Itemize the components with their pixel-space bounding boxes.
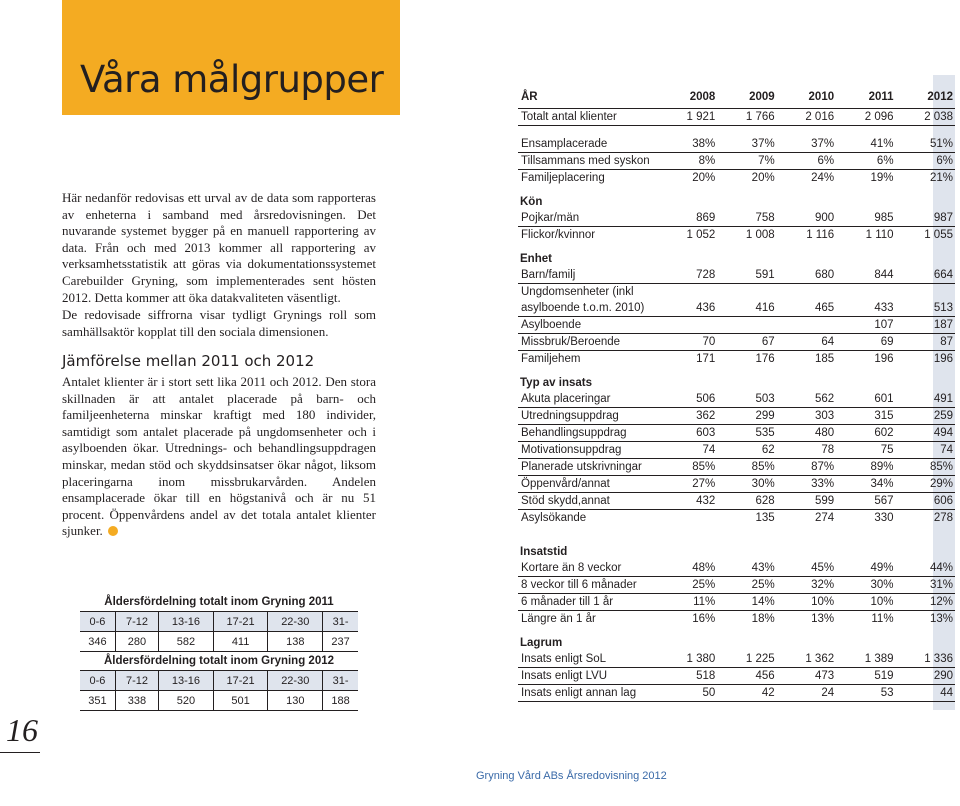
- cell-value: 37%: [717, 136, 776, 153]
- insatstid-row: [518, 560, 955, 577]
- cell-value: 6%: [836, 153, 895, 170]
- cell-value: 518: [658, 668, 717, 685]
- cell-value: 48%: [658, 560, 717, 577]
- row-label: 8 veckor till 6 månader: [518, 577, 658, 594]
- cell-value: 513: [896, 300, 955, 317]
- cell-value: 2011: [836, 86, 895, 109]
- section-title: Lagrum: [520, 637, 563, 649]
- cell-value: 456: [717, 668, 776, 685]
- cell-value: 1 362: [777, 651, 836, 668]
- cell-value: 30%: [717, 476, 776, 493]
- cell-value: 362: [658, 408, 717, 425]
- cell-value: 2 016: [777, 109, 836, 126]
- cell-value: 567: [836, 493, 895, 510]
- age-2012-caption: Åldersfördelning totalt inom Gryning 2012: [103, 655, 335, 667]
- cell-value: 1 766: [717, 109, 776, 126]
- row-label: Tillsammans med syskon: [518, 153, 658, 170]
- cell-value: 1 008: [745, 229, 775, 241]
- cell-value: 11%: [871, 613, 894, 625]
- end-dot-icon: [108, 526, 118, 536]
- total-row: [518, 109, 955, 126]
- cell-value: 315: [836, 408, 895, 425]
- cell-value: 2008: [658, 86, 717, 109]
- cell-value: 85%: [717, 459, 776, 476]
- row-label: Insats enligt annan lag: [518, 685, 658, 702]
- age-group: 7-12: [115, 612, 158, 632]
- row-label: Kortare än 8 veckor: [518, 560, 658, 577]
- section-title-row: [518, 536, 955, 560]
- age-value: 138: [268, 632, 323, 652]
- cell-value: 1 116: [806, 229, 835, 241]
- cell-value: 844: [836, 267, 895, 284]
- row-label: Asylboende: [518, 317, 658, 334]
- insats-row: [518, 408, 955, 425]
- cell-value: 19%: [870, 172, 894, 184]
- cell-value: 680: [777, 267, 836, 284]
- insatstid-row: [518, 594, 955, 611]
- insats-row: [518, 459, 955, 476]
- cell-value: 27%: [658, 476, 717, 493]
- cell-value: 274: [814, 512, 835, 524]
- cell-value: 6%: [777, 153, 836, 170]
- cell-value: 37%: [777, 136, 836, 153]
- cell-value: 25%: [717, 577, 776, 594]
- cell-value: 503: [717, 391, 776, 408]
- cell-value: 20%: [751, 172, 775, 184]
- comparison-paragraph: Antalet klienter är i stort sett lika 2011 och 2012. Den stora skillnaden är att antalet placerade på barn- och familjeenheterna minskar kraftigt med 180 individer, samtidigt som antalet placerade på ungdomsenheter och i asylboenden ökar. Utrednings- och behandlingsuppdragen minskar, medan stöd och skyddsinsatser ökar något, liksom placeringarna inom missbrukarvården. Andelen ensamplacerade ökar till en högstanivå och är nu 51 procent. Öppenvårdens andel av det totala antalet klienter sjunker.: [62, 374, 376, 539]
- insats-row: [518, 510, 955, 527]
- cell-value: 494: [896, 425, 955, 442]
- cell-value: 13%: [929, 613, 953, 625]
- cell-value: 2010: [777, 86, 836, 109]
- row-label: Familjeplacering: [521, 172, 605, 184]
- cell-value: 18%: [751, 613, 775, 625]
- cell-value: 433: [836, 300, 895, 317]
- cell-value: 758: [717, 210, 776, 227]
- row-label: ÅR: [518, 86, 658, 109]
- cell-value: 64: [777, 334, 836, 351]
- cell-value: 900: [777, 210, 836, 227]
- row-label: Ungdomsenheter (inkl: [521, 286, 634, 298]
- insats-row: [518, 442, 955, 459]
- cell-value: 42: [717, 685, 776, 702]
- cell-value: 1 389: [836, 651, 895, 668]
- cell-value: 24: [777, 685, 836, 702]
- cell-value: 38%: [658, 136, 717, 153]
- section-title: Insatstid: [520, 546, 568, 558]
- cell-value: 416: [717, 300, 776, 317]
- row-label: Längre än 1 år: [521, 613, 596, 625]
- age-group: 22-30: [268, 612, 323, 632]
- statistics-table: [518, 86, 955, 702]
- cell-value: 1 336: [896, 651, 955, 668]
- age-group: 13-16: [159, 612, 214, 632]
- cell-value: 30%: [836, 577, 895, 594]
- cell-value: 436: [658, 300, 717, 317]
- cell-value: 480: [777, 425, 836, 442]
- cell-value: 491: [896, 391, 955, 408]
- cell-value: 171: [696, 353, 716, 365]
- cell-value: 12%: [896, 594, 955, 611]
- intro-text: [62, 190, 376, 340]
- cell-value: 85%: [896, 459, 955, 476]
- cell-value: 519: [836, 668, 895, 685]
- cell-value: 2 096: [836, 109, 895, 126]
- age-group: 31-: [323, 671, 358, 691]
- age-2011-caption: Åldersfördelning totalt inom Gryning 2011: [104, 596, 334, 608]
- cell-value: [658, 510, 717, 527]
- cell-value: 31%: [896, 577, 955, 594]
- cell-value: 330: [874, 512, 894, 524]
- cell-value: 187: [896, 317, 955, 334]
- page-number: 16: [6, 712, 38, 748]
- placement-row: [518, 136, 955, 153]
- age-2011-table: [80, 611, 358, 652]
- cell-value: 44%: [896, 560, 955, 577]
- age-value: 411: [213, 632, 268, 652]
- section-title-row: [518, 186, 955, 210]
- cell-value: 432: [658, 493, 717, 510]
- cell-value: 20%: [692, 172, 716, 184]
- header-row: [518, 86, 955, 109]
- page-title: Våra målgrupper: [80, 58, 384, 101]
- cell-value: 43%: [717, 560, 776, 577]
- cell-value: 562: [777, 391, 836, 408]
- row-label: 6 månader till 1 år: [518, 594, 658, 611]
- row-label: Ensamplacerade: [518, 136, 658, 153]
- cell-value: 135: [755, 512, 775, 524]
- age-value: 338: [115, 691, 158, 711]
- cell-value: 465: [777, 300, 836, 317]
- kon-row: [518, 227, 955, 244]
- age-value: 520: [159, 691, 214, 711]
- comparison-text: [62, 374, 376, 540]
- cell-value: 50: [658, 685, 717, 702]
- age-2012-table: [80, 670, 358, 711]
- cell-value: 69: [836, 334, 895, 351]
- cell-value: 728: [658, 267, 717, 284]
- kon-row: [518, 210, 955, 227]
- cell-value: 14%: [717, 594, 776, 611]
- cell-value: 1 110: [865, 229, 894, 241]
- cell-value: 29%: [896, 476, 955, 493]
- age-group: 0-6: [80, 671, 115, 691]
- insats-row: [518, 493, 955, 510]
- cell-value: 24%: [811, 172, 835, 184]
- age-value: 346: [80, 632, 115, 652]
- cell-value: 7%: [717, 153, 776, 170]
- cell-value: 44: [896, 685, 955, 702]
- cell-value: 185: [814, 353, 835, 365]
- cell-value: 89%: [836, 459, 895, 476]
- cell-value: 535: [717, 425, 776, 442]
- cell-value: 78: [777, 442, 836, 459]
- cell-value: 176: [755, 353, 775, 365]
- cell-value: 25%: [658, 577, 717, 594]
- row-label: Totalt antal klienter: [518, 109, 658, 126]
- row-label: Akuta placeringar: [518, 391, 658, 408]
- lagrum-row: [518, 668, 955, 685]
- insats-row: [518, 391, 955, 408]
- row-label: Insats enligt LVU: [518, 668, 658, 685]
- age-value: 351: [80, 691, 115, 711]
- age-value: 582: [159, 632, 214, 652]
- age-value: 237: [323, 632, 358, 652]
- cell-value: 606: [896, 493, 955, 510]
- cell-value: 603: [658, 425, 717, 442]
- intro-paragraph-1: Här nedanför redovisas ett urval av de data som rapporteras av enheterna i samband med årsredovisningen. Det nuvarande systemet bygger på en manuell rapportering av data. Från och med 2013 kommer all rapportering av verksamhetsstatistik att göras via dokumentationssystemet Carebuilder Gryning, som implementerades sent hösten 2012. Detta kommer att öka datakvaliteten väsentligt.: [62, 190, 376, 305]
- cell-value: 2009: [717, 86, 776, 109]
- cell-value: 21%: [929, 172, 953, 184]
- age-group: 17-21: [213, 671, 268, 691]
- cell-value: 53: [836, 685, 895, 702]
- section-title: Kön: [520, 196, 543, 208]
- section-title: Typ av insats: [520, 377, 593, 389]
- section-heading: Jämförelse mellan 2011 och 2012: [62, 352, 315, 370]
- cell-value: 664: [896, 267, 955, 284]
- row-label: Flickor/kvinnor: [521, 229, 596, 241]
- cell-value: 51%: [896, 136, 955, 153]
- age-value: 130: [268, 691, 323, 711]
- cell-value: 34%: [836, 476, 895, 493]
- row-label: Planerade utskrivningar: [518, 459, 658, 476]
- cell-value: 8%: [658, 153, 717, 170]
- row-label: Insats enligt SoL: [518, 651, 658, 668]
- insats-row: [518, 425, 955, 442]
- footer-text: Gryning Vård ABs Årsredovisning 2012: [476, 770, 667, 782]
- cell-value: 869: [658, 210, 717, 227]
- cell-value: 6%: [896, 153, 955, 170]
- cell-value: 70: [658, 334, 717, 351]
- enhet-row: [518, 284, 955, 301]
- cell-value: 67: [717, 334, 776, 351]
- cell-value: 602: [836, 425, 895, 442]
- cell-value: 85%: [658, 459, 717, 476]
- age-group: 7-12: [115, 671, 158, 691]
- cell-value: 87: [896, 334, 955, 351]
- age-group: 22-30: [268, 671, 323, 691]
- cell-value: 196: [933, 353, 953, 365]
- cell-value: 2012: [896, 86, 955, 109]
- cell-value: 987: [896, 210, 955, 227]
- cell-value: 591: [717, 267, 776, 284]
- row-label: Asylsökande: [521, 512, 587, 524]
- row-label: Utredningsuppdrag: [518, 408, 658, 425]
- cell-value: 473: [777, 668, 836, 685]
- cell-value: 1 380: [658, 651, 717, 668]
- cell-value: 41%: [836, 136, 895, 153]
- cell-value: [658, 317, 717, 334]
- section-title: Enhet: [520, 253, 552, 265]
- row-label: Barn/familj: [518, 267, 658, 284]
- page-number-rule: [0, 752, 40, 753]
- section-title-row: [518, 367, 955, 391]
- cell-value: 49%: [836, 560, 895, 577]
- enhet-row: [518, 351, 955, 368]
- row-label: Familjehem: [521, 353, 581, 365]
- section-title-row: [518, 243, 955, 267]
- row-label: Pojkar/män: [518, 210, 658, 227]
- placement-row: [518, 170, 955, 187]
- cell-value: 75: [836, 442, 895, 459]
- cell-value: 1 055: [924, 229, 953, 241]
- insatstid-row: [518, 577, 955, 594]
- cell-value: 601: [836, 391, 895, 408]
- cell-value: 278: [933, 512, 953, 524]
- cell-value: 107: [836, 317, 895, 334]
- lagrum-row: [518, 651, 955, 668]
- cell-value: 1 052: [686, 229, 716, 241]
- cell-value: 74: [658, 442, 717, 459]
- age-group: 31-: [323, 612, 358, 632]
- insatstid-row: [518, 611, 955, 628]
- age-value: 280: [115, 632, 158, 652]
- cell-value: 290: [896, 668, 955, 685]
- cell-value: 13%: [811, 613, 835, 625]
- age-value: 501: [213, 691, 268, 711]
- enhet-row: [518, 317, 955, 334]
- insats-row: [518, 476, 955, 493]
- cell-value: 11%: [658, 594, 717, 611]
- cell-value: 45%: [777, 560, 836, 577]
- cell-value: 16%: [692, 613, 716, 625]
- cell-value: 87%: [777, 459, 836, 476]
- age-group: 0-6: [80, 612, 115, 632]
- cell-value: 62: [717, 442, 776, 459]
- cell-value: 1 921: [658, 109, 717, 126]
- cell-value: 299: [717, 408, 776, 425]
- cell-value: 10%: [777, 594, 836, 611]
- age-value: 188: [323, 691, 358, 711]
- row-label: Missbruk/Beroende: [518, 334, 658, 351]
- cell-value: [717, 317, 776, 334]
- section-title-row: [518, 627, 955, 651]
- spacer-row: [518, 126, 955, 137]
- placement-row: [518, 153, 955, 170]
- cell-value: [777, 317, 836, 334]
- enhet-row: [518, 334, 955, 351]
- spacer-row: [518, 526, 955, 536]
- cell-value: 506: [658, 391, 717, 408]
- cell-value: 259: [896, 408, 955, 425]
- cell-value: 599: [777, 493, 836, 510]
- cell-value: 33%: [777, 476, 836, 493]
- cell-value: 1 225: [717, 651, 776, 668]
- enhet-row: [518, 267, 955, 284]
- cell-value: 196: [874, 353, 894, 365]
- row-label: Öppenvård/annat: [518, 476, 658, 493]
- age-group: 17-21: [213, 612, 268, 632]
- intro-paragraph-2: De redovisade siffrorna visar tydligt Grynings roll som samhällsaktör kopplat till den sociala dimensionen.: [62, 307, 376, 339]
- row-label: Behandlingsuppdrag: [518, 425, 658, 442]
- cell-value: 2 038: [896, 109, 955, 126]
- row-label: Motivationsuppdrag: [518, 442, 658, 459]
- cell-value: 985: [836, 210, 895, 227]
- cell-value: 628: [717, 493, 776, 510]
- enhet-row: [518, 300, 955, 317]
- row-label: Stöd skydd,annat: [518, 493, 658, 510]
- lagrum-row: [518, 685, 955, 702]
- row-label: asylboende t.o.m. 2010): [518, 300, 658, 317]
- cell-value: 32%: [777, 577, 836, 594]
- cell-value: 74: [896, 442, 955, 459]
- age-group: 13-16: [159, 671, 214, 691]
- cell-value: 303: [777, 408, 836, 425]
- cell-value: 10%: [836, 594, 895, 611]
